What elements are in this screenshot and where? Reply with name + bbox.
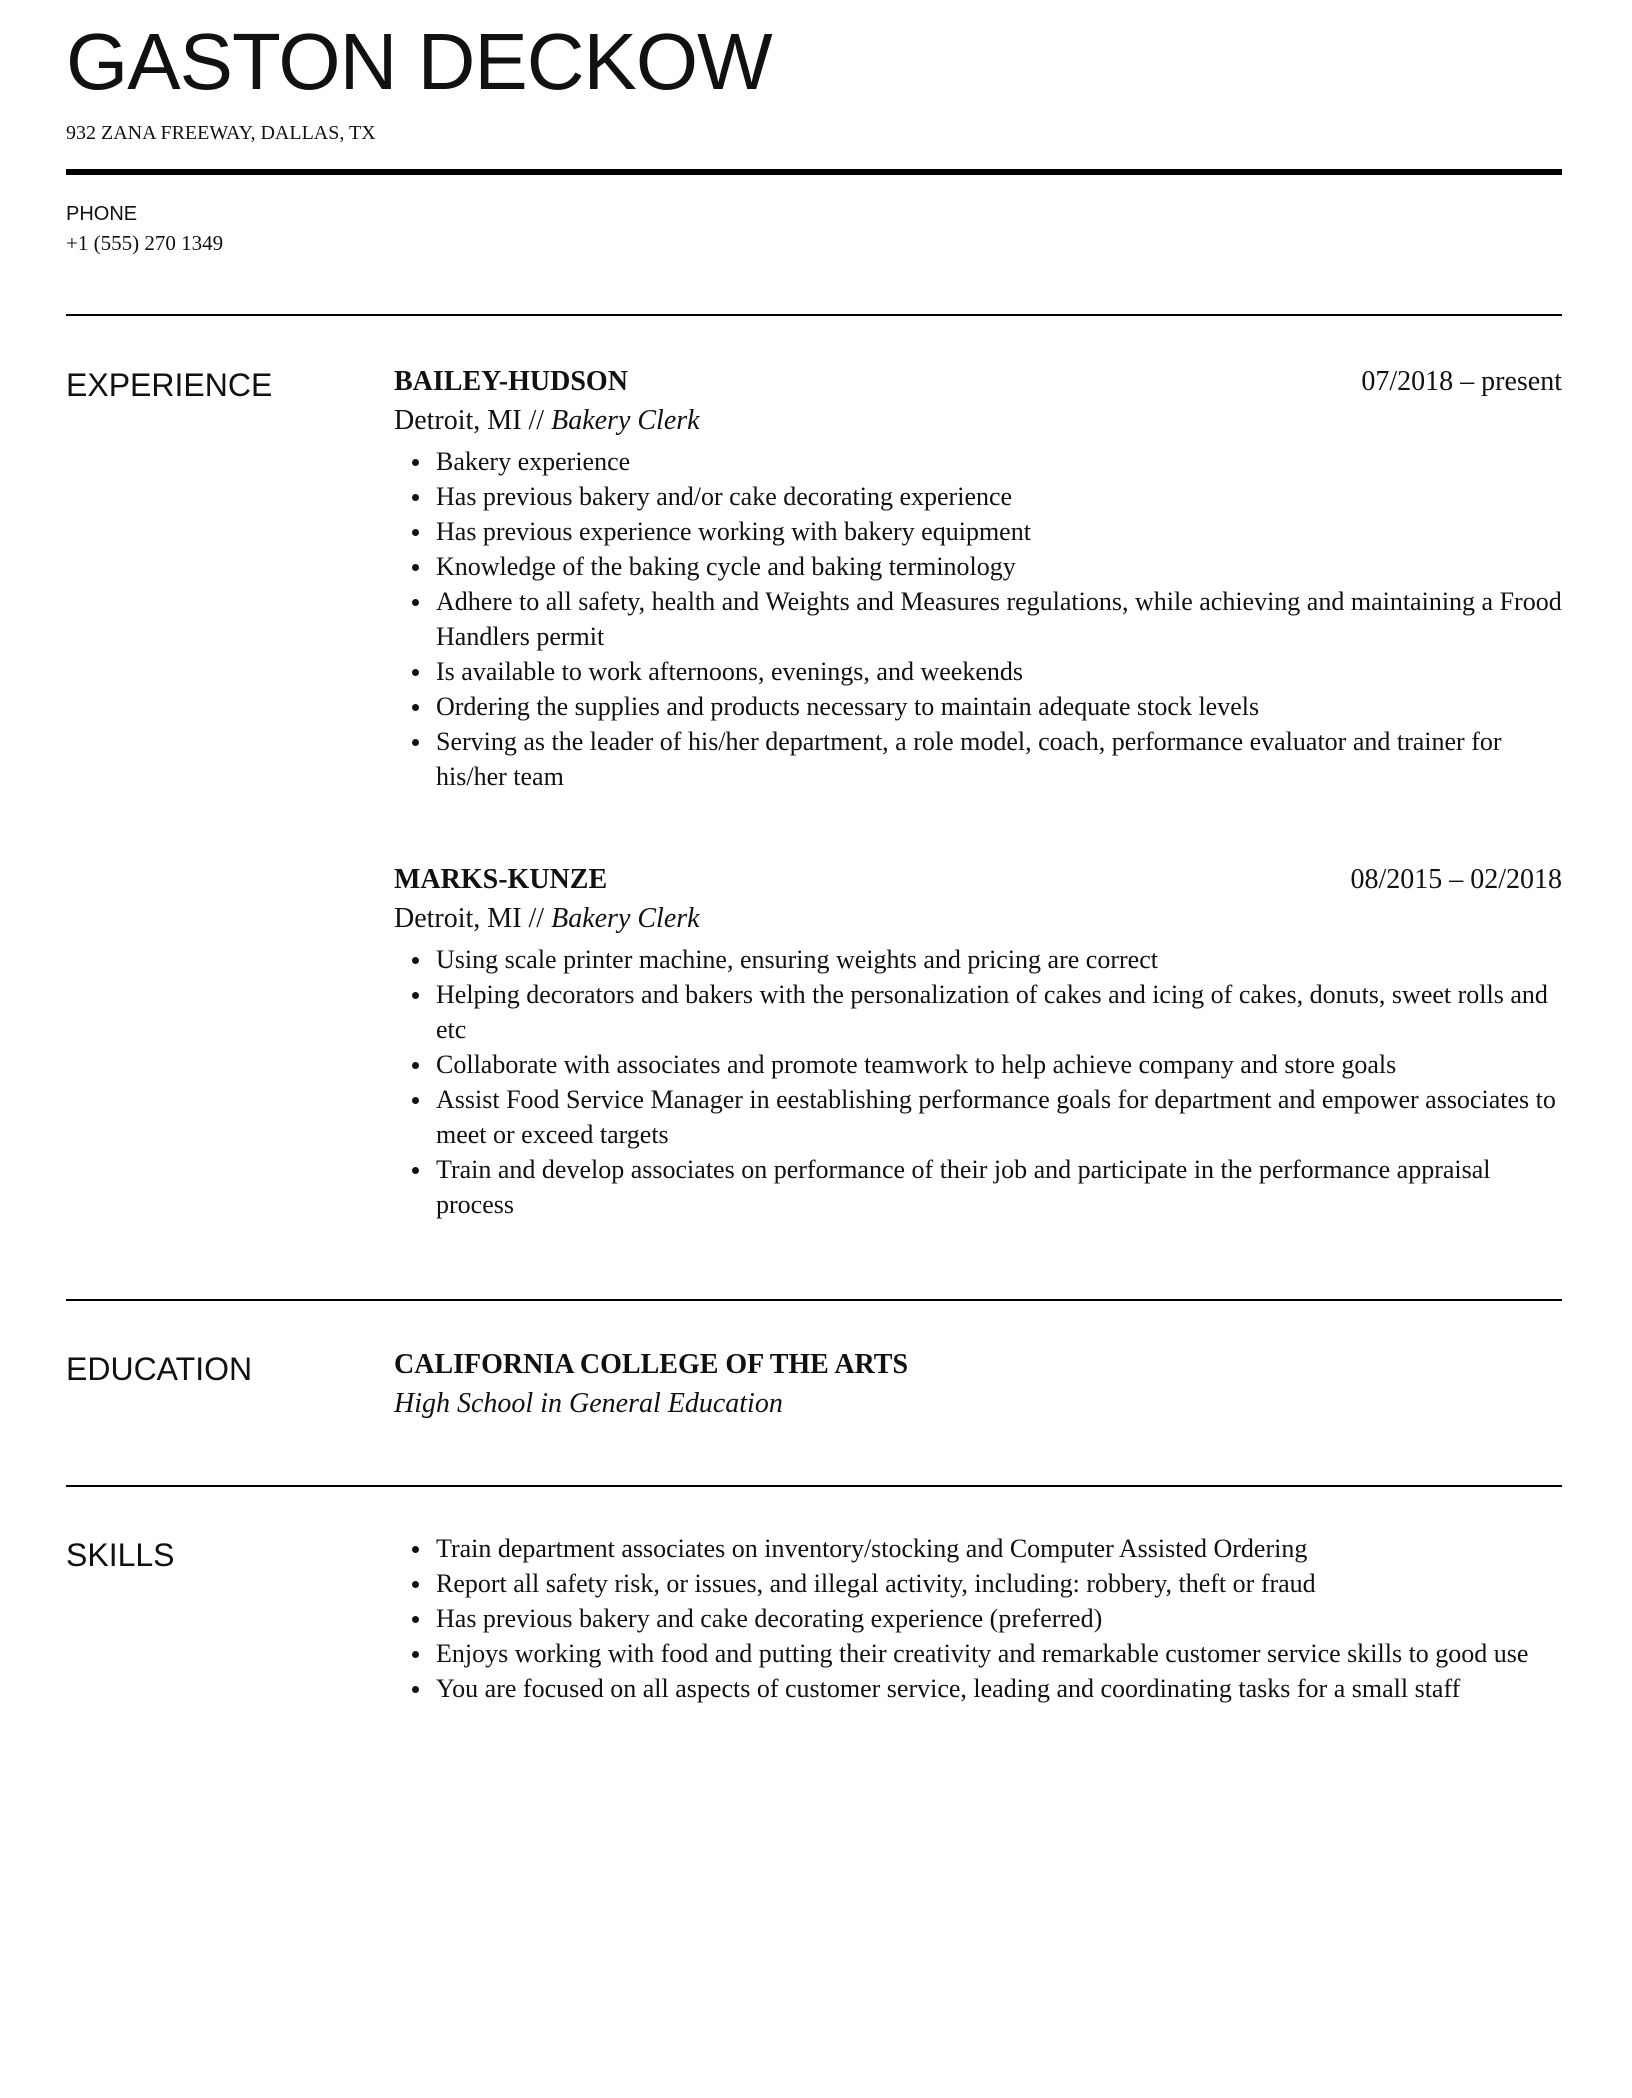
skills-list <box>394 1531 1562 1706</box>
job-bullet: Bakery experience <box>394 444 1562 479</box>
job-company: MARKS-KUNZE <box>394 864 608 895</box>
skills-section-title: SKILLS <box>66 1537 175 1573</box>
job-subline <box>394 402 1562 440</box>
skill-item: Report all safety risk, or issues, and illegal activity, including: robbery, theft or fraud <box>394 1566 1562 1601</box>
job-bullet: Assist Food Service Manager in eestablishing performance goals for department and empower associates to meet or exceed targets <box>394 1082 1562 1152</box>
job-bullet: Adhere to all safety, health and Weights and Measures regulations, while achieving and maintaining a Frood Handlers permit <box>394 584 1562 654</box>
job-bullets <box>394 942 1562 1222</box>
candidate-name: GASTON DECKOW <box>66 17 772 106</box>
job-entry <box>394 362 1562 794</box>
job-subline <box>394 900 1562 938</box>
education-column <box>394 1345 1562 1423</box>
job-location: Detroit, MI <box>394 903 522 934</box>
job-separator: // <box>521 405 552 436</box>
job-dates: 08/2015 – 02/2018 <box>1350 864 1562 895</box>
education-school: CALIFORNIA COLLEGE OF THE ARTS <box>394 1349 909 1380</box>
job-bullet: Collaborate with associates and promote teamwork to help achieve company and store goals <box>394 1047 1562 1082</box>
section-divider <box>66 314 1562 316</box>
skill-item: Enjoys working with food and putting their creativity and remarkable customer service skills to good use <box>394 1636 1562 1671</box>
job-bullet: Knowledge of the baking cycle and baking terminology <box>394 549 1562 584</box>
skill-item: You are focused on all aspects of customer service, leading and coordinating tasks for a small staff <box>394 1671 1562 1706</box>
skill-item: Has previous bakery and cake decorating experience (preferred) <box>394 1601 1562 1636</box>
job-separator: // <box>521 903 552 934</box>
job-bullet: Ordering the supplies and products necessary to maintain adequate stock levels <box>394 689 1562 724</box>
job-bullet: Train and develop associates on performance of their job and participate in the performance appraisal process <box>394 1152 1562 1222</box>
phone-value: +1 (555) 270 1349 <box>66 231 224 255</box>
phone-label: PHONE <box>66 203 138 225</box>
header-divider <box>66 169 1562 175</box>
job-bullet: Is available to work afternoons, evenings, and weekends <box>394 654 1562 689</box>
section-divider <box>66 1299 1562 1301</box>
job-entry <box>394 860 1562 1222</box>
job-dates: 07/2018 – present <box>1361 366 1562 397</box>
job-company: BAILEY-HUDSON <box>394 366 628 397</box>
candidate-address: 932 ZANA FREEWAY, DALLAS, TX <box>66 122 376 144</box>
experience-section-title: EXPERIENCE <box>66 367 273 403</box>
job-role: Bakery Clerk <box>551 903 700 934</box>
job-bullet: Serving as the leader of his/her department, a role model, coach, performance evaluator and trainer for his/her team <box>394 724 1562 794</box>
job-bullet: Helping decorators and bakers with the personalization of cakes and icing of cakes, donuts, sweet rolls and etc <box>394 977 1562 1047</box>
job-role: Bakery Clerk <box>551 405 700 436</box>
job-location: Detroit, MI <box>394 405 522 436</box>
job-header <box>394 362 1562 402</box>
job-bullets <box>394 444 1562 794</box>
skill-item: Train department associates on inventory/stocking and Computer Assisted Ordering <box>394 1531 1562 1566</box>
job-bullet: Has previous experience working with bakery equipment <box>394 514 1562 549</box>
job-bullet: Using scale printer machine, ensuring weights and pricing are correct <box>394 942 1562 977</box>
section-divider <box>66 1485 1562 1487</box>
job-header <box>394 860 1562 900</box>
education-degree: High School in General Education <box>394 1388 783 1419</box>
education-section-title: EDUCATION <box>66 1351 253 1387</box>
skills-column <box>394 1531 1562 1706</box>
job-bullet: Has previous bakery and/or cake decorating experience <box>394 479 1562 514</box>
